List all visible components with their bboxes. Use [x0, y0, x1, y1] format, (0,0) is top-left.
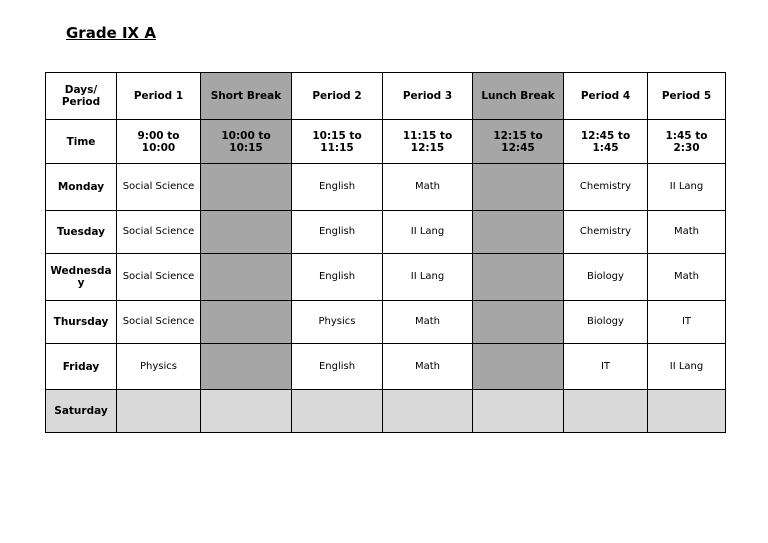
subject-cell: Math: [648, 211, 726, 254]
subject-cell: II Lang: [383, 254, 473, 301]
lunch-break-cell: [473, 390, 564, 433]
time-cell: 1:45 to 2:30: [648, 120, 726, 164]
day-label: Tuesday: [46, 211, 117, 254]
subject-cell: Biology: [564, 301, 648, 344]
header-lunch-break: Lunch Break: [473, 73, 564, 120]
header-period-2: Period 2: [292, 73, 383, 120]
day-row-thursday: [46, 301, 726, 344]
timetable: [45, 72, 726, 433]
lunch-break-cell: [473, 164, 564, 211]
subject-cell: English: [292, 211, 383, 254]
subject-cell: English: [292, 254, 383, 301]
time-row: [46, 120, 726, 164]
time-cell: 10:15 to 11:15: [292, 120, 383, 164]
header-period-4: Period 4: [564, 73, 648, 120]
lunch-break-cell: [473, 344, 564, 390]
subject-cell: Math: [383, 301, 473, 344]
subject-cell: II Lang: [383, 211, 473, 254]
subject-cell: Math: [383, 344, 473, 390]
short-break-cell: [201, 211, 292, 254]
short-break-cell: [201, 254, 292, 301]
subject-cell: [383, 390, 473, 433]
header-row: [46, 73, 726, 120]
subject-cell: Chemistry: [564, 164, 648, 211]
short-break-cell: [201, 390, 292, 433]
day-label: Monday: [46, 164, 117, 211]
header-period-5: Period 5: [648, 73, 726, 120]
lunch-break-cell: [473, 254, 564, 301]
header-period-3: Period 3: [383, 73, 473, 120]
time-cell: 11:15 to 12:15: [383, 120, 473, 164]
subject-cell: IT: [648, 301, 726, 344]
day-row-tuesday: [46, 211, 726, 254]
day-row-wednesday: [46, 254, 726, 301]
header-period-1: Period 1: [117, 73, 201, 120]
day-row-friday: [46, 344, 726, 390]
lunch-break-cell: [473, 301, 564, 344]
subject-cell: Biology: [564, 254, 648, 301]
short-break-cell: [201, 344, 292, 390]
subject-cell: II Lang: [648, 164, 726, 211]
header-short-break: Short Break: [201, 73, 292, 120]
short-break-cell: [201, 301, 292, 344]
subject-cell: Social Science: [117, 301, 201, 344]
page-title: Grade IX A: [66, 24, 156, 42]
day-label: Friday: [46, 344, 117, 390]
day-label: Saturday: [46, 390, 117, 433]
subject-cell: Math: [648, 254, 726, 301]
subject-cell: IT: [564, 344, 648, 390]
day-row-monday: [46, 164, 726, 211]
subject-cell: [648, 390, 726, 433]
subject-cell: Social Science: [117, 254, 201, 301]
day-label: Thursday: [46, 301, 117, 344]
subject-cell: [564, 390, 648, 433]
day-row-saturday: [46, 390, 726, 433]
lunch-break-cell: [473, 211, 564, 254]
subject-cell: Social Science: [117, 164, 201, 211]
subject-cell: Physics: [292, 301, 383, 344]
subject-cell: English: [292, 164, 383, 211]
short-break-cell: [201, 164, 292, 211]
subject-cell: Social Science: [117, 211, 201, 254]
day-label: Wednesday: [46, 254, 117, 301]
time-cell: 10:00 to 10:15: [201, 120, 292, 164]
subject-cell: Physics: [117, 344, 201, 390]
subject-cell: Math: [383, 164, 473, 211]
subject-cell: [292, 390, 383, 433]
time-cell: 12:15 to 12:45: [473, 120, 564, 164]
time-label: Time: [46, 120, 117, 164]
time-cell: 12:45 to 1:45: [564, 120, 648, 164]
subject-cell: English: [292, 344, 383, 390]
subject-cell: Chemistry: [564, 211, 648, 254]
subject-cell: II Lang: [648, 344, 726, 390]
subject-cell: [117, 390, 201, 433]
time-cell: 9:00 to 10:00: [117, 120, 201, 164]
corner-header: Days/ Period: [46, 73, 117, 120]
